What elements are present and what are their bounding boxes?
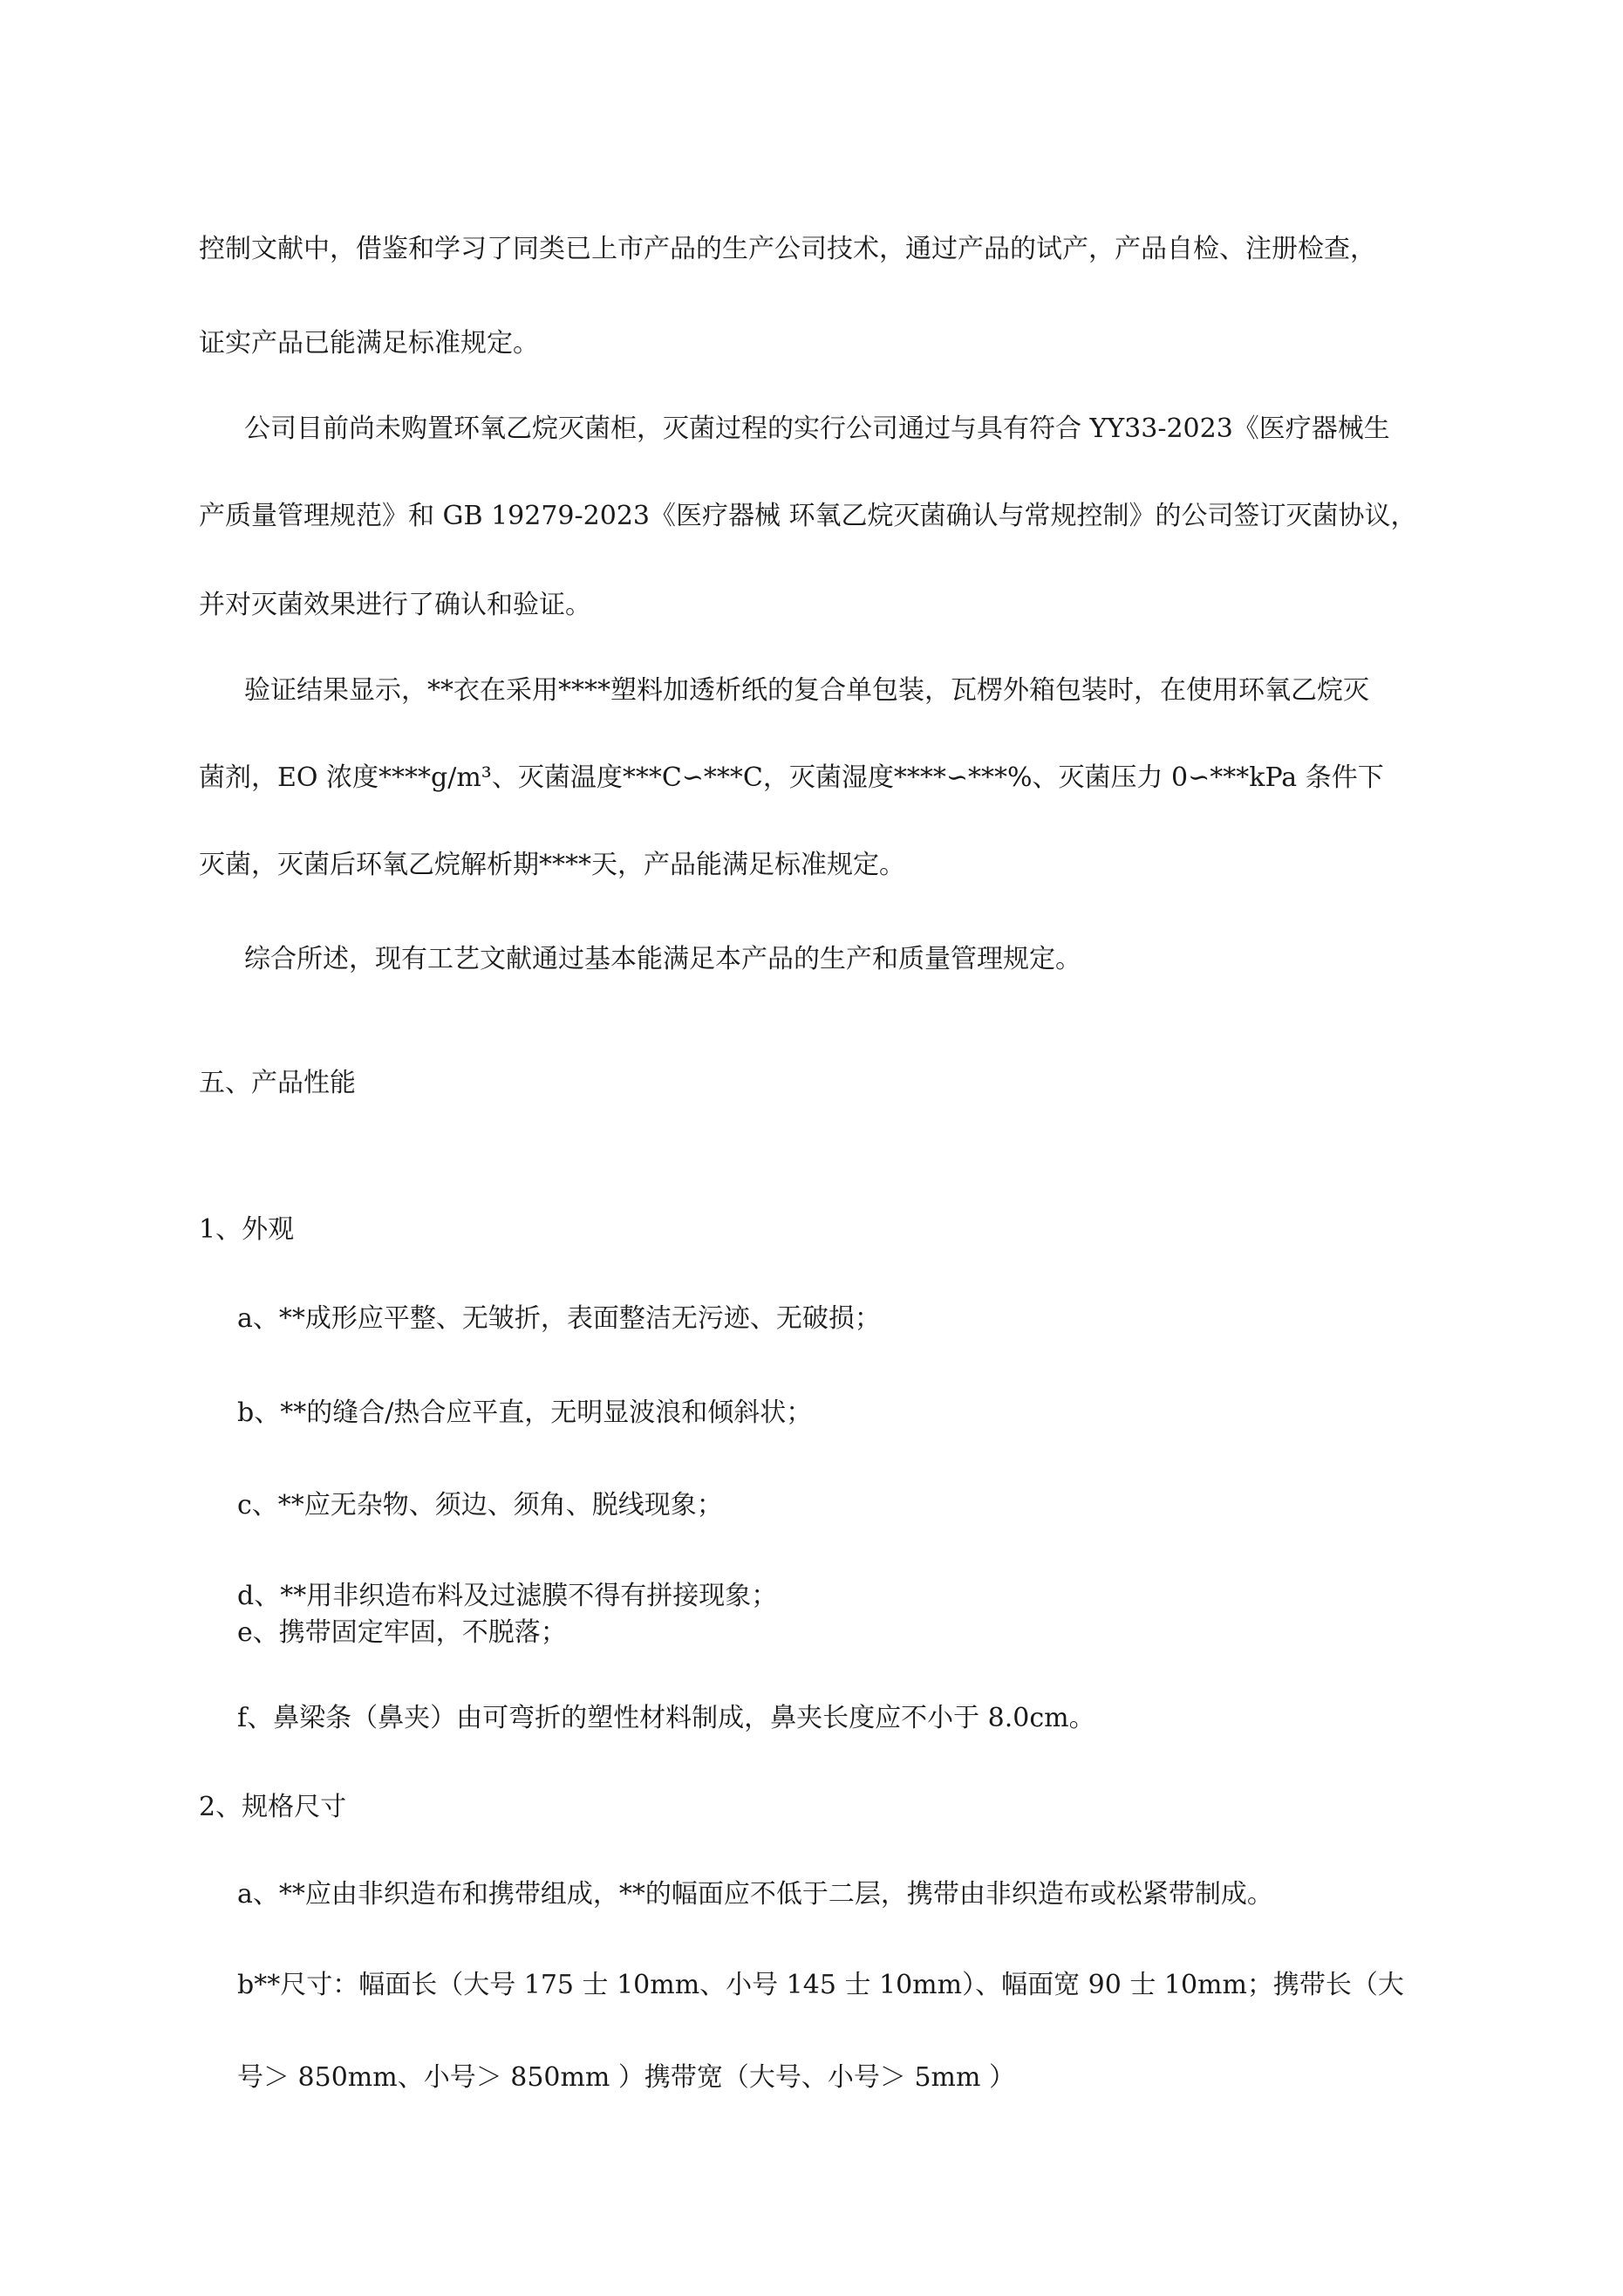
subsection-heading-size: 2、规格尺寸 — [199, 1792, 347, 1822]
paragraph-line: 菌剂，EO 浓度****g/m³、灭菌温度***C∽***C，灭菌湿度****∽***%、灭菌压力 0∽***kPa 条件下 — [199, 762, 1384, 793]
list-item: b、**的缝合/热合应平直，无明显波浪和倾斜状； — [237, 1397, 813, 1428]
subsection-heading-appearance: 1、外观 — [199, 1214, 295, 1245]
list-item: e、携带固定牢固，不脱落； — [237, 1617, 567, 1648]
paragraph-line: 灭菌，灭菌后环氧乙烷解析期****天，产品能满足标准规定。 — [199, 850, 905, 880]
paragraph-line: 公司目前尚未购置环氧乙烷灭菌柜，灭菌过程的实行公司通过与具有符合 YY33-2023《医疗器械生 — [244, 413, 1390, 444]
list-item: a、**成形应平整、无皱折，表面整洁无污迹、无破损； — [237, 1303, 881, 1334]
list-item: b**尺寸：幅面长（大号 175 士 10mm、小号 145 士 10mm）、幅面宽 90 士 10mm；携带长（大 — [237, 1970, 1404, 2000]
list-item: 号＞ 850mm、小号＞ 850mm ）携带宽（大号、小号＞ 5mm ） — [237, 2062, 1015, 2093]
paragraph-line: 并对灭菌效果进行了确认和验证。 — [199, 590, 591, 620]
paragraph-line: 控制文献中，借鉴和学习了同类已上市产品的生产公司技术，通过产品的试产，产品自检、注册检查， — [199, 234, 1376, 264]
section-heading: 五、产品性能 — [199, 1068, 356, 1098]
list-item: a、**应由非织造布和携带组成，**的幅面应不低于二层，携带由非织造布或松紧带制成。 — [237, 1879, 1273, 1910]
paragraph-line: 产质量管理规范》和 GB 19279-2023《医疗器械 环氧乙烷灭菌确认与常规控制》的公司签订灭菌协议， — [199, 501, 1417, 531]
paragraph-line: 验证结果显示，**衣在采用****塑料加透析纸的复合单包装，瓦楞外箱包装时，在使用环氧乙烷灭 — [244, 675, 1369, 706]
list-item: c、**应无杂物、须边、须角、脱线现象； — [237, 1490, 723, 1520]
list-item: f、鼻梁条（鼻夹）由可弯折的塑性材料制成，鼻夹长度应不小于 8.0cm。 — [237, 1703, 1095, 1733]
paragraph-line: 证实产品已能满足标准规定。 — [199, 328, 539, 359]
paragraph-line: 综合所述，现有工艺文献通过基本能满足本产品的生产和质量管理规定。 — [244, 944, 1081, 974]
list-item: d、**用非织造布料及过滤膜不得有拼接现象； — [237, 1581, 778, 1611]
